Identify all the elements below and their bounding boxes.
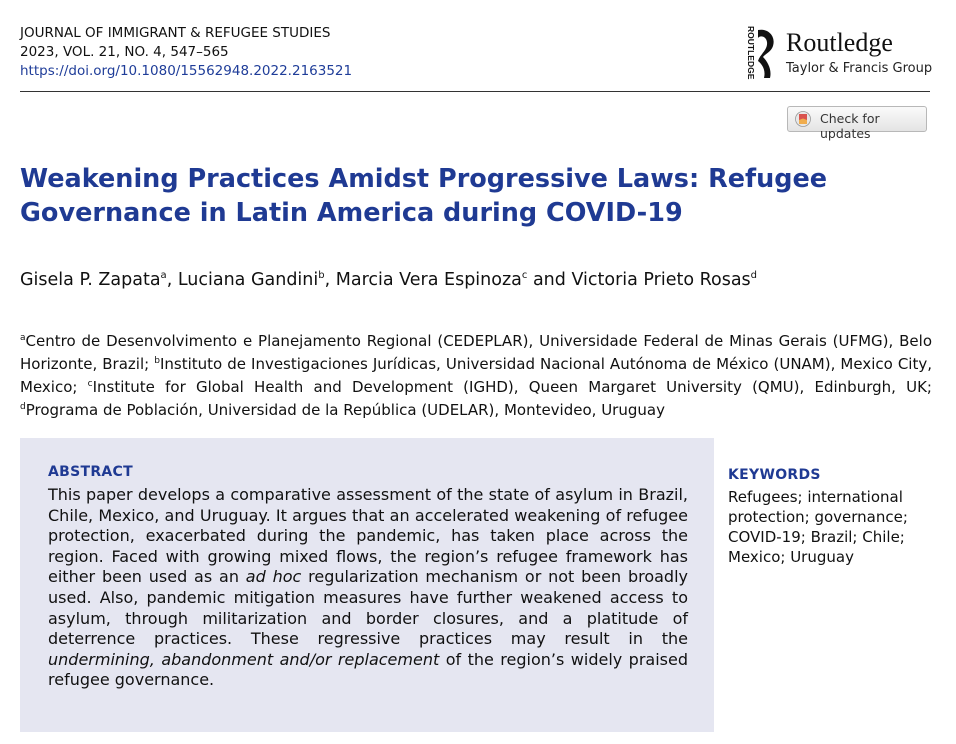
keywords-text: Refugees; international protection; governance; COVID-19; Brazil; Chile; Mexico; Uruguay [728, 488, 908, 566]
abstract-part-2: regularization mechanism or not been broadly used. Also, pandemic mitigation measures have further weakened access to asylum, through militarization and border closures, and a platitude of deterrence practices. These regressive practices may result in the [48, 567, 688, 649]
abstract-part-1: This paper develops a comparative assessment of the state of asylum in Brazil, Chile, Mexico, and Uruguay. It argues that an accelerated weakening of refugee protection, exacerbated during the pandemic, has taken place across the region. Faced with growing mixed flows, the region’s refugee framework has either been used as an [48, 485, 688, 587]
abstract-italic-2: undermining, abandonment and/or replacement [48, 649, 440, 669]
journal-citation: 2023, VOL. 21, NO. 4, 547–565 [20, 44, 229, 60]
header-divider [20, 91, 930, 92]
keywords-heading: KEYWORDS [728, 467, 821, 483]
affiliation-text: Institute for Global Health and Development (IGHD), Queen Margaret University (QMU), Edinburgh, UK; [92, 378, 932, 396]
doi-link[interactable]: https://doi.org/10.1080/15562948.2022.2163521 [20, 63, 353, 79]
crossmark-icon [795, 111, 811, 127]
affiliation-text: Instituto de Investigaciones Jurídicas, Universidad Nacional Autónoma de México (UNAM), Mexico City, Mexico; [20, 355, 932, 396]
affiliation-text: Programa de Población, Universidad de la República (UDELAR), Montevideo, Uruguay [25, 401, 665, 419]
author-list [20, 263, 920, 293]
affiliation-mark: c [87, 379, 93, 389]
publisher-group: Taylor & Francis Group [786, 61, 933, 76]
routledge-vertical-text: ROUTLEDGE [746, 26, 756, 80]
author-name[interactable]: Marcia Vera Espinoza [335, 270, 522, 290]
article-title [20, 162, 920, 230]
affiliation-mark: a [20, 333, 26, 343]
journal-header [20, 24, 352, 81]
journal-name: JOURNAL OF IMMIGRANT & REFUGEE STUDIES [20, 25, 331, 41]
routledge-logo-icon [738, 24, 780, 80]
abstract-italic-1: ad hoc [245, 567, 302, 587]
affiliation-text: Centro de Desenvolvimento e Planejamento Regional (CEDEPLAR), Universidade Federal de Minas Gerais (UFMG), Belo Horizonte, Brazil; [20, 332, 932, 373]
author-separator: , [324, 270, 336, 290]
author-name[interactable]: Gisela P. Zapata [20, 270, 161, 290]
author-affiliation-mark: d [750, 270, 758, 281]
title-line-1: Weakening Practices Amidst Progressive Laws: Refugee [20, 164, 828, 194]
affiliation-mark: d [20, 402, 26, 412]
author-name[interactable]: Luciana Gandini [177, 270, 319, 290]
check-for-updates-label: Check for updates [820, 111, 880, 141]
author-affiliation-mark: b [318, 270, 325, 281]
author-separator: , [166, 270, 178, 290]
author-separator: and [527, 270, 572, 290]
abstract-text [48, 485, 688, 691]
affiliation-mark: b [154, 356, 160, 366]
abstract-part-3: of the region’s widely praised refugee governance. [48, 649, 689, 690]
abstract-box [20, 438, 714, 732]
author-affiliation-mark: c [521, 270, 528, 281]
publisher-name: Routledge [786, 28, 893, 57]
check-for-updates-button[interactable] [787, 106, 927, 141]
affiliations [20, 328, 932, 420]
author-affiliation-mark: a [160, 270, 167, 281]
author-name[interactable]: Victoria Prieto Rosas [571, 270, 751, 290]
publisher-logo[interactable] [738, 24, 938, 80]
abstract-heading: ABSTRACT [48, 464, 133, 480]
title-line-2: Governance in Latin America during COVID-19 [20, 198, 683, 228]
